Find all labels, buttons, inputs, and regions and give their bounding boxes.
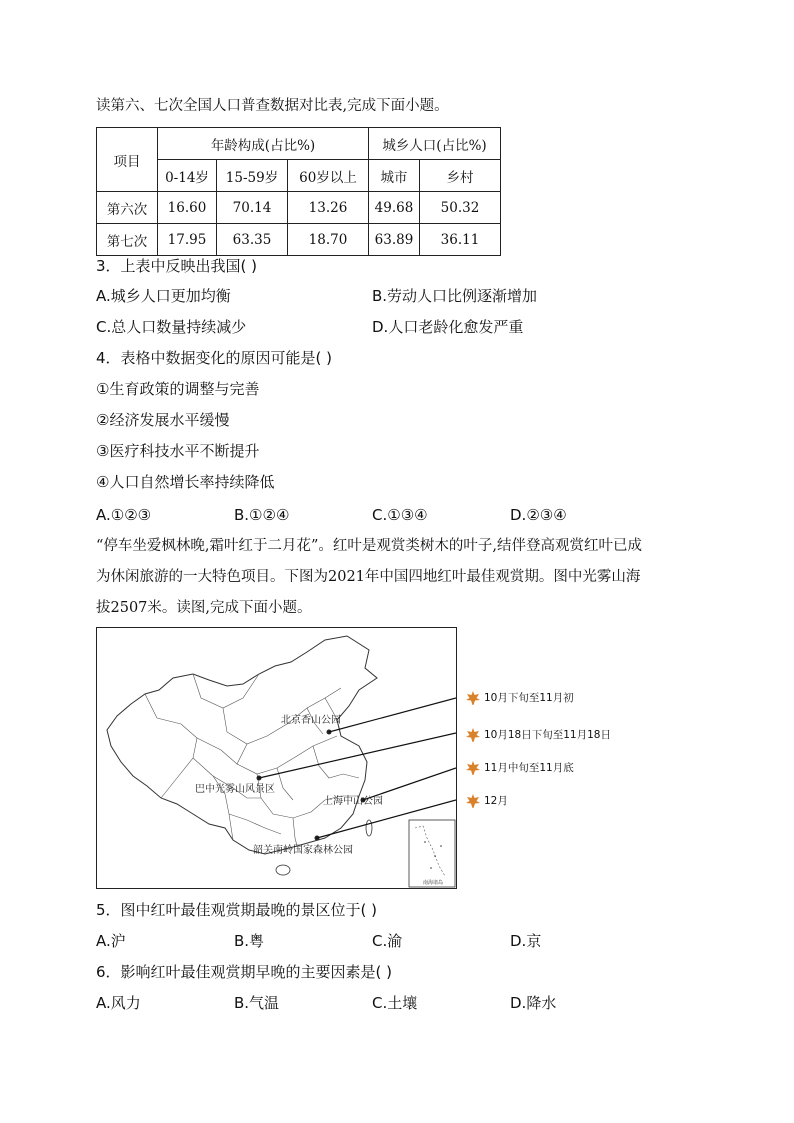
legend-label: 12月 <box>484 795 508 807</box>
legend-item-3 <box>466 760 574 775</box>
q4-item-1: ①生育政策的调整与完善 <box>96 380 260 398</box>
table-cell: 50.32 <box>420 192 501 224</box>
q4-item-3: ③医疗科技水平不断提升 <box>96 442 260 460</box>
legend-item-1 <box>466 690 574 705</box>
table-subheader: 60岁以上 <box>288 160 369 192</box>
table-subheader: 乡村 <box>420 160 501 192</box>
q5-option-d[interactable]: D.京 <box>510 932 542 950</box>
label-shanghai: 上海中山公园 <box>323 796 383 807</box>
label-beijing: 北京香山公园 <box>281 715 341 726</box>
taiwan-island <box>366 820 372 836</box>
table-cell: 63.89 <box>369 224 420 256</box>
south-china-sea-inset <box>409 820 455 887</box>
table-subheader: 城市 <box>369 160 420 192</box>
maple-leaf-icon <box>466 794 480 808</box>
table-cell: 18.70 <box>288 224 369 256</box>
table-subheader: 0-14岁 <box>158 160 217 192</box>
q3-option-a[interactable]: A.城乡人口更加均衡 <box>96 287 231 305</box>
q5-stem: 5．图中红叶最佳观赏期最晚的景区位于( ) <box>96 901 378 919</box>
q6-option-b[interactable]: B.气温 <box>234 994 280 1012</box>
table-cell: 16.60 <box>158 192 217 224</box>
table-cell: 63.35 <box>217 224 288 256</box>
table-cell: 49.68 <box>369 192 420 224</box>
china-outline <box>107 636 377 854</box>
province-lines <box>145 674 359 846</box>
table-cell: 13.26 <box>288 192 369 224</box>
maple-leaf-icon <box>466 761 480 775</box>
table-header-urban: 城乡人口(占比%) <box>369 128 501 160</box>
q6-option-d[interactable]: D.降水 <box>510 994 557 1012</box>
table-header-age: 年龄构成(占比%) <box>158 128 369 160</box>
legend-label: 10月18日下旬至11月18日 <box>484 729 611 741</box>
q4-item-2: ②经济发展水平缓慢 <box>96 411 230 429</box>
china-map <box>97 628 456 888</box>
legend-item-2 <box>466 727 611 742</box>
maple-leaf-icon <box>466 691 480 705</box>
china-map-figure <box>96 627 457 889</box>
table-cell: 36.11 <box>420 224 501 256</box>
maple-leaf-icon <box>466 728 480 742</box>
table-subheader: 15-59岁 <box>217 160 288 192</box>
census-table <box>96 127 501 256</box>
q4-option-b[interactable]: B.①②④ <box>234 506 290 524</box>
intro-text-2-line1: “停车坐爱枫林晚,霜叶红于二月花”。红叶是观赏类树木的叶子,结伴登高观赏红叶已成 <box>96 538 643 554</box>
hainan-island <box>276 865 290 875</box>
q6-stem: 6．影响红叶最佳观赏期早晚的主要因素是( ) <box>96 963 393 981</box>
q3-option-c[interactable]: C.总人口数量持续减少 <box>96 318 247 336</box>
q5-option-b[interactable]: B.粤 <box>234 932 265 950</box>
q4-option-a[interactable]: A.①②③ <box>96 506 152 524</box>
q4-option-d[interactable]: D.②③④ <box>510 506 567 524</box>
table-row-label: 第七次 <box>97 224 158 256</box>
table-row-label: 第六次 <box>97 192 158 224</box>
q4-stem: 4．表格中数据变化的原因可能是( ) <box>96 349 333 367</box>
label-shaoguan: 韶关南岭国家森林公园 <box>253 845 353 856</box>
q3-stem: 3．上表中反映出我国( ) <box>96 257 258 275</box>
legend-label: 11月中旬至11月底 <box>484 762 574 774</box>
q4-option-c[interactable]: C.①③④ <box>372 506 428 524</box>
q3-option-b[interactable]: B.劳动人口比例逐渐增加 <box>372 287 538 305</box>
q5-option-a[interactable]: A.沪 <box>96 932 126 950</box>
q5-option-c[interactable]: C.渝 <box>372 932 403 950</box>
inset-label: 南海诸岛 <box>422 880 444 886</box>
intro-text-2-line2: 为休闲旅游的一大特色项目。下图为2021年中国四地红叶最佳观赏期。图中光雾山海 <box>96 569 641 585</box>
q6-option-a[interactable]: A.风力 <box>96 994 141 1012</box>
q6-option-c[interactable]: C.土壤 <box>372 994 418 1012</box>
q4-item-4: ④人口自然增长率持续降低 <box>96 473 275 491</box>
legend-item-4 <box>466 793 508 808</box>
label-bazhong: 巴中光雾山风景区 <box>195 784 275 795</box>
intro-text-1: 读第六、七次全国人口普查数据对比表,完成下面小题。 <box>96 98 449 114</box>
legend-label: 10月下旬至11月初 <box>484 692 574 704</box>
table-cell: 70.14 <box>217 192 288 224</box>
table-row <box>97 192 501 224</box>
q3-option-d[interactable]: D.人口老龄化愈发严重 <box>372 318 524 336</box>
intro-text-2-line3: 拔2507米。读图,完成下面小题。 <box>96 600 312 616</box>
table-row <box>97 224 501 256</box>
table-cell: 17.95 <box>158 224 217 256</box>
table-header-item: 项目 <box>97 128 158 192</box>
